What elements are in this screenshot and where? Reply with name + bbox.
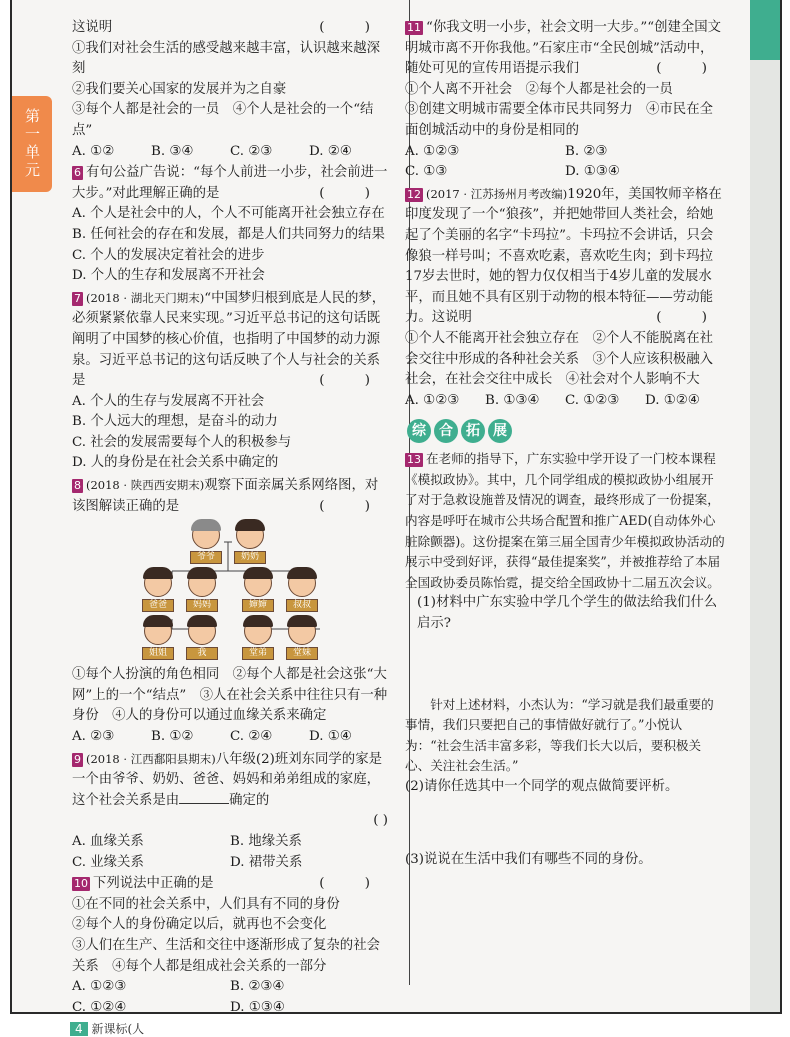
page-number: 4 bbox=[70, 1022, 88, 1036]
family-network-diagram bbox=[72, 519, 388, 661]
answer-blank[interactable] bbox=[179, 803, 229, 804]
quote: 针对上述材料，小杰认为：“学习就是我们最重要的事情，我们只要把自己的事情做好就行了。”小悦认为：“社会生活丰富多彩，等我们长大以后，要积极关心、关注社会生活。” bbox=[405, 696, 714, 774]
cousin-boy-icon bbox=[244, 617, 272, 645]
question-7: 7 (2018 · 湖北天门期末)“中国梦归根到底是人民的梦，必须紧紧依靠人民来实现。”习近平总书记的这句话既阐明了中国梦的核心价值，也指明了中国梦的动力源泉。习近平总书记的这句话反映了个人与社会的关系是 ( ) A. 个人的生存与发展离不开社会 B. 个人远大的理想，是奋斗的动力 C. 社会的发展需要每个人的积极参与 D. 人的身份是在社会关系中确定的 bbox=[72, 290, 388, 471]
question-5-continued: 这说明 ( ) ①我们对社会生活的感受越来越丰富，认识越来越深刻 ②我们要关心国家的发展并为之自豪 ③每个人都是社会的一员 ④个人是社会的一个“结点” A. ①② B. ③④ C. ②③ D. ②④ bbox=[72, 18, 388, 162]
grandma-icon bbox=[236, 521, 264, 549]
dad-icon bbox=[144, 569, 172, 597]
question-number: 10 bbox=[74, 877, 88, 891]
question-13: 13 在老师的指导下，广东实验中学开设了一门校本课程《模拟政协》。其中，几个同学组成的模拟政协小组展开了对于急救设施普及情况的调查，最终形成了一份提案，内容是呼吁在城市公共场合配置和推广AED(自动体外心脏除颤器)。这份提案在第三届全国青少年模拟政协活动的展示中受到好评，获得“最佳提案奖”，并被推荐给了本届全国政协委员陈怡霓，提交给全国政协十二届五次会议。 (1)材料中广东实验中学几个学生的做法给我们什么启示? 针对上述材料，小杰认为：“学习就是我们最重要的事情，我们只要把自己的事情做好就行了。”小悦认为：“社会生活丰富多彩，等我们长大以后，要积极关心、关注社会生活。” (2)请你任选其中一个同学的观点做简要评析。 (3)说说在生活中我们有哪些不同的身份。 bbox=[405, 449, 725, 870]
grandpa-icon bbox=[192, 521, 220, 549]
member-dad: 爸爸 bbox=[142, 569, 174, 611]
page-footer: 4 新课标(人 bbox=[70, 1020, 144, 1037]
sub-question-2: (2)请你任选其中一个同学的观点做简要评析。 bbox=[405, 779, 679, 794]
question-number: 7 bbox=[74, 291, 81, 305]
family-links bbox=[72, 519, 388, 661]
question-number: 6 bbox=[74, 166, 81, 180]
me-icon bbox=[188, 617, 216, 645]
question-number: 13 bbox=[407, 453, 421, 467]
cousin-girl-icon bbox=[288, 617, 316, 645]
member-aunt: 婶婶 bbox=[242, 569, 274, 611]
member-cousin-boy: 堂弟 bbox=[242, 617, 274, 659]
option: ①我们对社会生活的感受越来越丰富，认识越来越深刻 bbox=[72, 40, 380, 77]
question-number: 12 bbox=[407, 187, 421, 201]
choices: A. ①②③ B. ①③④ C. ①②③ D. ①②④ bbox=[405, 392, 700, 408]
question-number: 11 bbox=[407, 21, 421, 34]
question-10: 10 下列说法中正确的是 ( ) ①在不同的社会关系中，人们具有不同的身份 ②每个人的身份确定以后，就再也不会变化 ③人们在生产、生活和交往中逐渐形成了复杂的社会关系 ④每个人都是组成社会关系的一部分 A. ①②③ B. ②③④ C. ①②④ D. ①③④ bbox=[72, 874, 388, 1018]
member-sister: 姐姐 bbox=[142, 617, 174, 659]
sub-question-3: (3)说说在生活中我们有哪些不同的身份。 bbox=[405, 851, 652, 867]
question-6: 6 有句公益广告说：“每个人前进一小步，社会前进一大步。”对此理解正确的是 ( ) A. 个人是社会中的人，个人不可能离开社会独立存在 B. 任何社会的存在和发展，都是人们共同努力的结果 C. 个人的发展决定着社会的进步 D. 个人的生存和发展离不开社会 bbox=[72, 165, 388, 284]
question-12: 12 (2017 · 江苏扬州月考改编)1920年，美国牧师辛格在印度发现了一个“狼孩”，并把她带回人类社会，给她起了个美丽的名字“卡玛拉”。卡玛拉不会讲话，只会像狼一样号叫；不喜欢吃素，喜欢吃生肉；到卡玛拉17岁去世时，她的智力仅仅相当于4岁儿童的发展水平，而且她不具有区别于动物的根本特征——劳动能力。这说明 ( ) ①个人不能离开社会独立存在 ②个人不能脱离在社会交往中形成的各种社会关系 ③个人应该积极融入社会，在社会交往中成长 ④社会对个人影响不大 A. ①②③ B. ①③④ C. ①②③ D. ①②④ bbox=[405, 184, 725, 412]
book-spine bbox=[750, 0, 780, 1012]
choices: A. ①② B. ③④ C. ②③ D. ②④ bbox=[72, 143, 352, 159]
member-uncle: 叔叔 bbox=[286, 569, 318, 611]
question-9: 9 (2018 · 江西鄱阳县期末)八年级(2)班刘东同学的家是一个由爷爷、奶奶、爸爸、妈妈和弟弟组成的家庭，这个社会关系是由 确定的 ( ) A. 血缘关系 B. 地缘关系 C. 业缘关系 D. 裙带关系 bbox=[72, 749, 388, 874]
choices: A. ②③ B. ①② C. ②④ D. ①④ bbox=[72, 729, 352, 745]
member-mom: 妈妈 bbox=[186, 569, 218, 611]
member-grandpa: 爷爷 bbox=[190, 521, 222, 563]
member-cousin-girl: 堂妹 bbox=[286, 617, 318, 659]
choices: A. ①②③ B. ②③④ C. ①②④ D. ①③④ bbox=[72, 979, 285, 1015]
question-11: 11 “你我文明一小步，社会文明一大步。”“创建全国文明城市离不开你我他。”石家庄市“全民创城”活动中，随处可见的宣传用语提示我们 ( ) ①个人离不开社会 ②每个人都是社会的一员 ③创建文明城市需要全体市民共同努力 ④市民在全面创城活动中的身份是相同的 A. ①②③ B. ②③ C. ①③ D. ①③④ bbox=[405, 18, 725, 183]
right-column bbox=[405, 18, 725, 871]
aunt-icon bbox=[244, 569, 272, 597]
left-column bbox=[72, 18, 388, 1019]
member-grandma: 奶奶 bbox=[234, 521, 266, 563]
spine-accent bbox=[750, 0, 780, 60]
mom-icon bbox=[188, 569, 216, 597]
choices: A. ①②③ B. ②③ C. ①③ D. ①③④ bbox=[405, 143, 620, 180]
sub-question-1: (1)材料中广东实验中学几个学生的做法给我们什么启示? bbox=[417, 595, 718, 632]
question-number: 8 bbox=[74, 479, 81, 493]
member-me: 我 bbox=[186, 617, 218, 659]
question-8: 8 (2018 · 陕西西安期末)观察下面亲属关系网络图，对该图解读正确的是 ( ) 爷爷 奶奶 爸爸 妈妈 婶婶 叔叔 姐姐 我 堂弟 堂妹 ①每个人扮演的角色相同 ②每个人都是社会这张“大网”上的一个“结点” ③人在社会关系中往往只有一种身份 ④人的身份可以通过血缘关系来确定 A. ②③ B. ①② C. ②④ D. ①④ bbox=[72, 475, 388, 748]
answer-space[interactable] bbox=[405, 798, 725, 850]
choices: A. 血缘关系 B. 地缘关系 C. 业缘关系 D. 裙带关系 bbox=[72, 834, 303, 870]
sister-icon bbox=[144, 617, 172, 645]
question-number: 9 bbox=[74, 752, 81, 766]
unit-tab: 第一单元 bbox=[12, 96, 52, 192]
uncle-icon bbox=[288, 569, 316, 597]
section-heading: 综 合 拓 展 bbox=[407, 419, 725, 443]
answer-space[interactable] bbox=[405, 635, 725, 695]
